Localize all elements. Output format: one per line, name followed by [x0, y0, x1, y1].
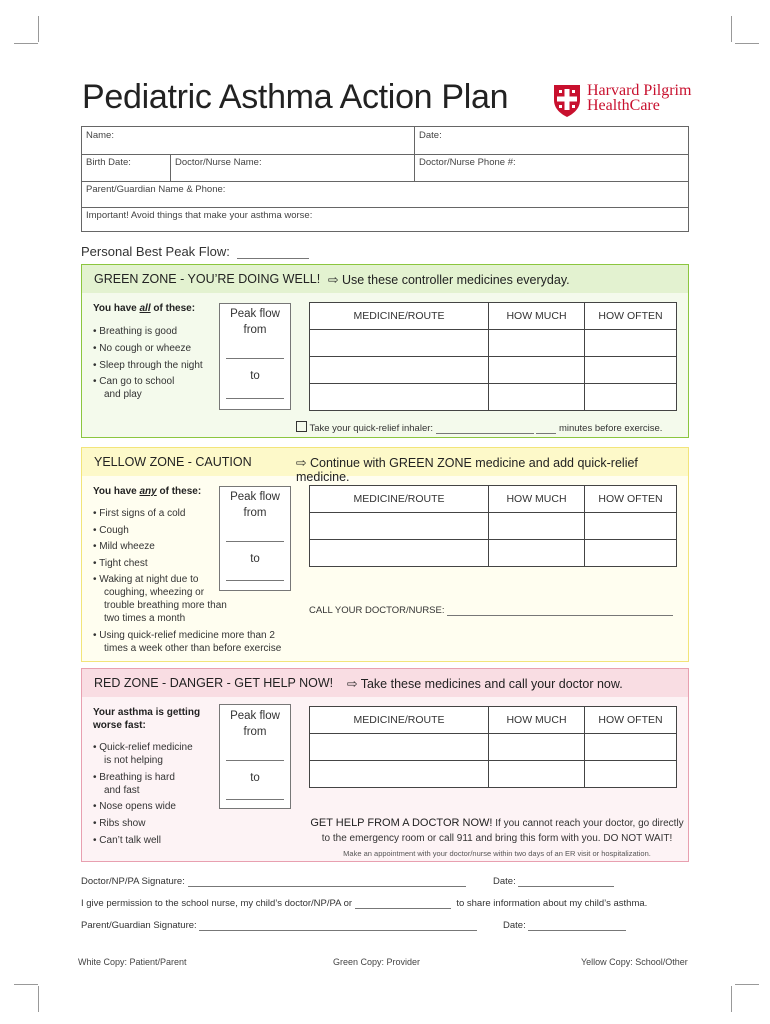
- peak-flow-from: from: [243, 324, 267, 336]
- red-medicine-table: [309, 706, 677, 788]
- footer-green-copy: Green Copy: Provider: [333, 957, 421, 967]
- doctor-signature: [81, 876, 466, 887]
- parent-signature: [81, 920, 477, 931]
- date-field[interactable]: [415, 127, 688, 154]
- get-help-line-1: If you cannot reach your doctor, go directly: [495, 818, 684, 829]
- table-cell[interactable]: [489, 384, 585, 411]
- personal-best-label: Personal Best Peak Flow:: [81, 244, 230, 259]
- crop-mark: [14, 984, 38, 985]
- get-help-line-2: to the emergency room or call 911 and bring this form with you. DO NOT WAIT!: [321, 833, 673, 844]
- list-item: • Can go to school: [93, 376, 175, 387]
- patient-info-grid: [81, 126, 689, 232]
- peak-flow-from: from: [243, 507, 267, 519]
- col-medicine: MEDICINE/ROUTE: [310, 303, 489, 330]
- yellow-peak-flow-box: [219, 486, 291, 591]
- table-cell[interactable]: [489, 734, 585, 761]
- yellow-instruction-text: Continue with GREEN ZONE medicine and add quick-relief medicine.: [296, 456, 638, 484]
- peak-flow-from-input[interactable]: [226, 358, 284, 359]
- list-item: • Mild wheeze: [93, 541, 155, 552]
- list-item: • Quick-relief medicine: [93, 742, 193, 753]
- red-peak-flow-box: [219, 704, 291, 809]
- parent-field[interactable]: [82, 181, 688, 207]
- crop-mark: [38, 16, 39, 42]
- peak-flow-to-input[interactable]: [226, 398, 284, 399]
- green-zone: [81, 264, 689, 438]
- arrow-right-icon: ⇨: [347, 677, 358, 691]
- col-medicine: MEDICINE/ROUTE: [310, 707, 489, 734]
- col-how-much: HOW MUCH: [489, 303, 585, 330]
- list-item: • First signs of a cold: [93, 508, 186, 519]
- table-cell[interactable]: [585, 357, 677, 384]
- list-item: times a week other than before exercise: [104, 643, 282, 654]
- table-cell[interactable]: [310, 513, 489, 540]
- personal-best-peak-flow: [81, 244, 309, 259]
- list-item: • Tight chest: [93, 558, 148, 569]
- col-how-often: HOW OFTEN: [585, 486, 677, 513]
- birth-date-label: Birth Date:: [86, 157, 131, 168]
- you-have-emphasis: all: [139, 303, 151, 314]
- you-have-post: of these:: [156, 486, 202, 497]
- permission-statement: [81, 898, 647, 909]
- inhaler-instruction: [296, 421, 662, 434]
- doctor-phone-label: Doctor/Nurse Phone #:: [419, 157, 516, 168]
- doctor-signature-date: [493, 876, 614, 887]
- list-item: is not helping: [104, 755, 163, 766]
- crop-mark: [731, 16, 732, 42]
- peak-flow-to-input[interactable]: [226, 799, 284, 800]
- permission-post: to share information about my child’s asthma.: [456, 898, 648, 909]
- red-zone-title: RED ZONE - DANGER - GET HELP NOW!: [94, 676, 334, 690]
- list-item: • Sleep through the night: [93, 360, 203, 371]
- peak-flow-to: to: [250, 553, 260, 565]
- you-have-pre: You have: [93, 486, 140, 497]
- col-how-much: HOW MUCH: [489, 486, 585, 513]
- inhaler-pre: Take your quick-relief inhaler:: [309, 423, 434, 434]
- yellow-zone-header: [82, 448, 688, 484]
- call-doctor-input[interactable]: [447, 615, 673, 616]
- col-how-often: HOW OFTEN: [585, 303, 677, 330]
- parent-label: Parent/Guardian Name & Phone:: [86, 184, 226, 195]
- get-help-line-3: Make an appointment with your doctor/nurse within two days of an ER visit or hospitalization.: [343, 849, 651, 858]
- personal-best-input[interactable]: [237, 258, 309, 259]
- table-cell[interactable]: [489, 540, 585, 567]
- crop-mark: [38, 986, 39, 1012]
- call-doctor-label: CALL YOUR DOCTOR/NURSE:: [309, 605, 445, 616]
- crop-mark: [735, 984, 759, 985]
- green-zone-title: GREEN ZONE - YOU’RE DOING WELL!: [94, 272, 321, 286]
- list-item: • Waking at night due to: [93, 574, 199, 585]
- green-medicine-table: [309, 302, 677, 411]
- crop-mark: [735, 43, 759, 44]
- inhaler-post: minutes before exercise.: [558, 423, 663, 434]
- list-item: • Breathing is hard: [93, 772, 175, 783]
- list-item: two times a month: [104, 613, 186, 624]
- red-zone: [81, 668, 689, 862]
- table-row: [310, 540, 677, 567]
- table-cell[interactable]: [310, 540, 489, 567]
- table-row: [310, 357, 677, 384]
- table-cell[interactable]: [310, 330, 489, 357]
- table-cell[interactable]: [585, 761, 677, 788]
- table-cell[interactable]: [310, 384, 489, 411]
- list-item: and play: [104, 389, 142, 400]
- inhaler-input-1[interactable]: [436, 433, 534, 434]
- inhaler-input-2[interactable]: [536, 433, 556, 434]
- col-medicine: MEDICINE/ROUTE: [310, 486, 489, 513]
- yellow-you-have: [93, 486, 201, 497]
- red-zone-header: [82, 669, 688, 697]
- permission-input[interactable]: [355, 908, 451, 909]
- page-title: Pediatric Asthma Action Plan: [82, 78, 509, 116]
- date-input[interactable]: [528, 930, 626, 931]
- peak-flow-label: Peak flow: [230, 491, 280, 503]
- list-item: trouble breathing more than: [104, 600, 227, 611]
- logo-line-1: Harvard Pilgrim: [587, 82, 692, 99]
- name-label: Name:: [86, 130, 114, 141]
- crop-mark: [731, 986, 732, 1012]
- table-cell[interactable]: [310, 761, 489, 788]
- list-item: and fast: [104, 785, 140, 796]
- logo-line-2: HealthCare: [587, 97, 660, 114]
- list-item: • Breathing is good: [93, 326, 178, 337]
- list-item: • Nose opens wide: [93, 801, 176, 812]
- table-cell[interactable]: [310, 357, 489, 384]
- you-have-post: of these:: [150, 303, 196, 314]
- list-item: • Cough: [93, 525, 129, 536]
- list-item: • Can’t talk well: [93, 835, 161, 846]
- checkbox[interactable]: [296, 421, 307, 432]
- table-cell[interactable]: [310, 734, 489, 761]
- green-instruction-text: Use these controller medicines everyday.: [341, 273, 570, 287]
- table-cell[interactable]: [489, 357, 585, 384]
- parent-signature-date: [503, 920, 626, 931]
- table-row: [310, 761, 677, 788]
- table-row: [310, 384, 677, 411]
- doctor-phone-field[interactable]: [415, 154, 688, 181]
- list-item: coughing, wheezing or: [104, 587, 205, 598]
- col-how-often: HOW OFTEN: [585, 707, 677, 734]
- triggers-field[interactable]: [82, 207, 688, 232]
- table-cell[interactable]: [489, 330, 585, 357]
- yellow-zone: [81, 447, 689, 662]
- green-you-have: [93, 303, 195, 314]
- list-item: • Using quick-relief medicine more than 2: [93, 630, 275, 641]
- green-peak-flow-box: [219, 303, 291, 410]
- yellow-zone-title: YELLOW ZONE - CAUTION: [94, 455, 252, 469]
- getting-line-1: Your asthma is getting: [93, 707, 201, 718]
- footer-white-copy: White Copy: Patient/Parent: [78, 957, 187, 967]
- doctor-signature-label: Doctor/NP/PA Signature:: [81, 876, 185, 887]
- peak-flow-to: to: [250, 772, 260, 784]
- table-row: [310, 513, 677, 540]
- peak-flow-label: Peak flow: [230, 308, 280, 320]
- table-cell[interactable]: [585, 330, 677, 357]
- doctor-name-field[interactable]: [171, 154, 415, 181]
- table-row: [310, 734, 677, 761]
- red-instruction-text: Take these medicines and call your doctor now.: [360, 677, 623, 691]
- permission-pre: I give permission to the school nurse, my child’s doctor/NP/PA or: [81, 898, 353, 909]
- call-doctor: [309, 605, 673, 616]
- birth-date-field[interactable]: [82, 154, 171, 181]
- red-getting-worse: [93, 706, 200, 732]
- table-cell[interactable]: [585, 384, 677, 411]
- parent-signature-label: Parent/Guardian Signature:: [81, 920, 197, 931]
- table-cell[interactable]: [585, 734, 677, 761]
- red-zone-instruction: [347, 676, 623, 691]
- you-have-emphasis: any: [139, 486, 157, 497]
- peak-flow-from-input[interactable]: [226, 541, 284, 542]
- peak-flow-to: to: [250, 370, 260, 382]
- shield-cross-icon: [553, 84, 581, 118]
- parent-signature-input[interactable]: [199, 930, 477, 931]
- list-item: • No cough or wheeze: [93, 343, 192, 354]
- yellow-medicine-table: [309, 485, 677, 567]
- harvard-pilgrim-logo: [553, 82, 692, 118]
- crop-mark: [14, 43, 38, 44]
- date-label: Date:: [493, 876, 516, 887]
- doctor-name-label: Doctor/Nurse Name:: [175, 157, 262, 168]
- name-field[interactable]: [82, 127, 415, 154]
- doctor-signature-input[interactable]: [188, 886, 466, 887]
- col-how-much: HOW MUCH: [489, 707, 585, 734]
- date-label: Date:: [419, 130, 442, 141]
- peak-flow-from-input[interactable]: [226, 760, 284, 761]
- table-row: [310, 330, 677, 357]
- peak-flow-label: Peak flow: [230, 710, 280, 722]
- date-label: Date:: [503, 920, 526, 931]
- get-help-bold: GET HELP FROM A DOCTOR NOW!: [310, 817, 493, 829]
- table-cell[interactable]: [585, 540, 677, 567]
- peak-flow-to-input[interactable]: [226, 580, 284, 581]
- arrow-right-icon: ⇨: [328, 273, 339, 287]
- table-cell[interactable]: [489, 761, 585, 788]
- list-item: • Ribs show: [93, 818, 146, 829]
- green-zone-instruction: [328, 272, 570, 287]
- important-label: Important! Avoid things that make your asthma worse:: [86, 210, 313, 221]
- table-cell[interactable]: [489, 513, 585, 540]
- green-zone-header: [82, 265, 688, 293]
- peak-flow-from: from: [243, 726, 267, 738]
- footer-yellow-copy: Yellow Copy: School/Other: [581, 957, 688, 967]
- arrow-right-icon: ⇨: [296, 456, 307, 470]
- getting-line-2: worse fast:: [93, 720, 146, 731]
- get-help-instructions: [304, 816, 690, 861]
- you-have-pre: You have: [93, 303, 140, 314]
- table-cell[interactable]: [585, 513, 677, 540]
- date-input[interactable]: [518, 886, 614, 887]
- yellow-zone-instruction: [296, 455, 688, 484]
